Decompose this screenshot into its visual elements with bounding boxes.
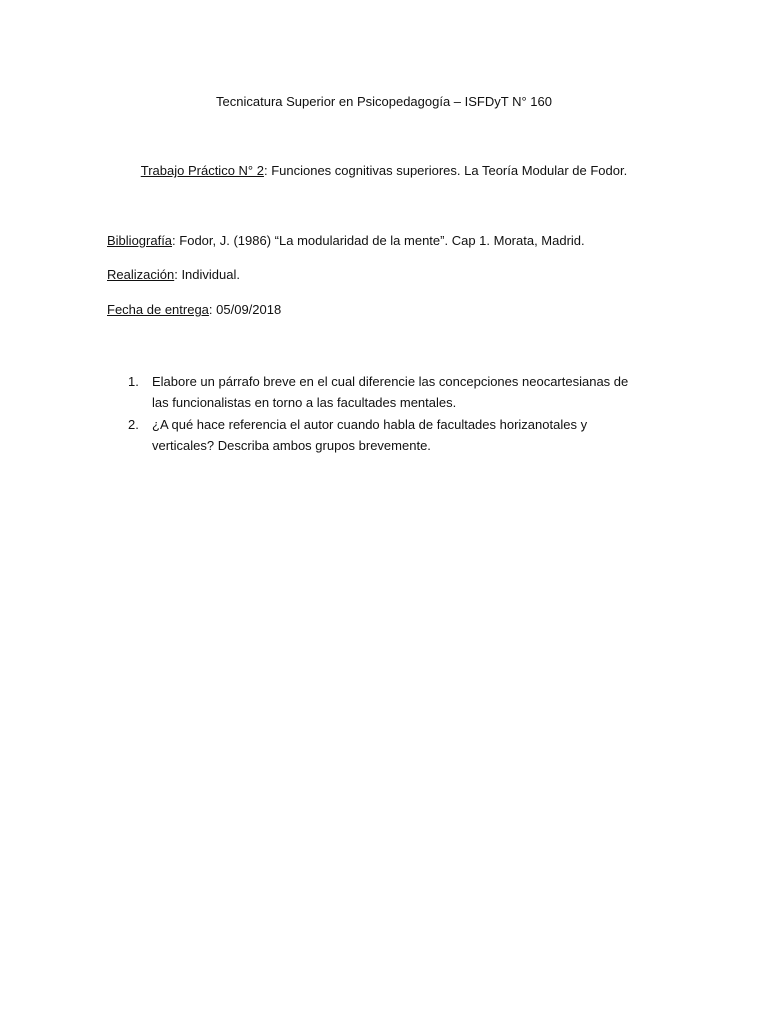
- list-item: [107, 371, 667, 413]
- bibliography-label: Bibliografía: [107, 233, 173, 248]
- realization-line: [107, 267, 240, 282]
- due-date-separator: :: [208, 302, 213, 317]
- assignment-title-text: Funciones cognitivas superiores. La Teoría Modular de Fodor.: [267, 163, 628, 178]
- document-header: Tecnicatura Superior en Psicopedagogía – ISFDyT N° 160: [216, 94, 552, 109]
- due-date-line: [107, 302, 281, 317]
- assignment-title-label: Trabajo Práctico N° 2: [140, 163, 264, 178]
- question-text: [152, 414, 667, 456]
- question-text: [152, 371, 667, 413]
- assignment-title: [0, 163, 768, 178]
- bibliography-separator: :: [172, 233, 176, 248]
- question-text-line: Elabore un párrafo breve en el cual diferencie las concepciones neocartesianas de: [152, 374, 629, 389]
- assignment-title-separator: :: [263, 163, 268, 178]
- bibliography-line: [107, 233, 585, 248]
- question-number: 2.: [128, 417, 139, 432]
- realization-label: Realización: [107, 267, 175, 282]
- due-date-text: 05/09/2018: [212, 302, 282, 317]
- question-number: 1.: [128, 374, 139, 389]
- due-date-label: Fecha de entrega: [107, 302, 209, 317]
- question-text-line: verticales? Describa ambos grupos brevemente.: [152, 438, 431, 453]
- question-text-line: las funcionalistas en torno a las facultades mentales.: [152, 395, 457, 410]
- questions-list: [107, 371, 667, 456]
- bibliography-text: Fodor, J. (1986) “La modularidad de la mente”. Cap 1. Morata, Madrid.: [175, 233, 585, 248]
- question-text-line: ¿A qué hace referencia el autor cuando habla de facultades horizanotales y: [152, 417, 588, 432]
- list-item: [107, 414, 667, 456]
- realization-text: Individual.: [177, 267, 240, 282]
- realization-separator: :: [174, 267, 178, 282]
